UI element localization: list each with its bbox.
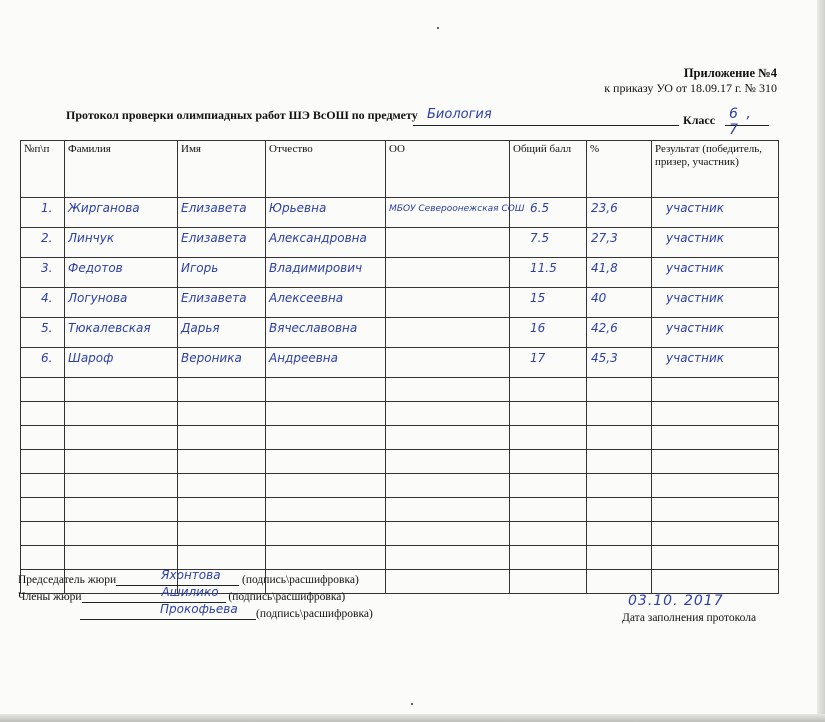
empty-cell	[178, 498, 266, 522]
table-row	[21, 348, 779, 378]
cell-patronymic: Александровна	[266, 228, 386, 258]
empty-cell	[652, 426, 779, 450]
cell-name: Игорь	[178, 258, 266, 288]
empty-cell	[652, 378, 779, 402]
empty-table-row	[21, 378, 779, 402]
empty-cell	[65, 546, 178, 570]
cell-number: 2.	[21, 228, 65, 258]
cell-school	[386, 318, 510, 348]
cell-percent: 45,3	[587, 348, 652, 378]
cell-name: Елизавета	[178, 198, 266, 228]
empty-cell	[21, 498, 65, 522]
empty-cell	[65, 498, 178, 522]
cell-school	[386, 348, 510, 378]
empty-cell	[21, 378, 65, 402]
empty-cell	[266, 498, 386, 522]
empty-cell	[266, 402, 386, 426]
col-header-name: Имя	[178, 141, 266, 198]
chair-label: Председатель жюри	[18, 574, 117, 586]
empty-cell	[510, 450, 587, 474]
cell-name: Дарья	[178, 318, 266, 348]
empty-cell	[65, 426, 178, 450]
empty-cell	[266, 546, 386, 570]
cell-percent: 42,6	[587, 318, 652, 348]
fill-date-value: 03.10. 2017	[628, 593, 724, 609]
empty-cell	[21, 426, 65, 450]
cell-score: 15	[510, 288, 587, 318]
cell-number: 6.	[21, 348, 65, 378]
empty-cell	[587, 450, 652, 474]
empty-cell	[510, 378, 587, 402]
empty-cell	[652, 570, 779, 594]
empty-cell	[386, 378, 510, 402]
col-header-percent: %	[587, 141, 652, 198]
empty-cell	[21, 522, 65, 546]
empty-cell	[178, 378, 266, 402]
results-table	[20, 140, 779, 594]
cell-school	[386, 258, 510, 288]
empty-cell	[652, 474, 779, 498]
empty-cell	[65, 402, 178, 426]
empty-cell	[652, 522, 779, 546]
cell-school	[386, 228, 510, 258]
empty-cell	[21, 402, 65, 426]
cell-result: участник	[652, 258, 779, 288]
empty-table-row	[21, 474, 779, 498]
empty-cell	[21, 474, 65, 498]
empty-cell	[21, 546, 65, 570]
table-row	[21, 258, 779, 288]
empty-cell	[510, 570, 587, 594]
subject-value: Биология	[427, 107, 492, 122]
speck	[437, 27, 439, 29]
cell-result: участник	[652, 318, 779, 348]
cell-result: участник	[652, 228, 779, 258]
protocol-title: Протокол проверки олимпиадных работ ШЭ ВсОШ по предмету	[66, 108, 418, 122]
chair-caption: (подпись\расшифровка)	[242, 574, 359, 586]
empty-cell	[386, 546, 510, 570]
empty-table-row	[21, 426, 779, 450]
empty-cell	[587, 378, 652, 402]
empty-cell	[178, 450, 266, 474]
empty-cell	[266, 522, 386, 546]
member2-name: Прокофьева	[160, 602, 238, 616]
empty-cell	[652, 450, 779, 474]
empty-cell	[587, 522, 652, 546]
cell-school: МБОУ Североонежская СОШ	[386, 198, 510, 228]
class-value: 6 , 7	[729, 106, 753, 138]
cell-percent: 23,6	[587, 198, 652, 228]
subject-field	[413, 107, 679, 126]
empty-cell	[178, 522, 266, 546]
cell-percent: 41,8	[587, 258, 652, 288]
empty-cell	[510, 402, 587, 426]
cell-patronymic: Вячеславовна	[266, 318, 386, 348]
table-row	[21, 198, 779, 228]
empty-cell	[386, 522, 510, 546]
cell-result: участник	[652, 198, 779, 228]
empty-cell	[386, 570, 510, 594]
empty-cell	[510, 522, 587, 546]
cell-result: участник	[652, 288, 779, 318]
member2-signature-line	[80, 602, 256, 620]
cell-surname: Логунова	[65, 288, 178, 318]
empty-cell	[587, 402, 652, 426]
page-edge-bottom	[0, 714, 825, 722]
member2-caption: (подпись\расшифровка)	[256, 608, 373, 620]
cell-patronymic: Андреевна	[266, 348, 386, 378]
empty-cell	[510, 474, 587, 498]
empty-cell	[21, 450, 65, 474]
table-header-row	[21, 141, 779, 198]
cell-surname: Тюкалевская	[65, 318, 178, 348]
empty-cell	[510, 426, 587, 450]
members-label: Члены жюри	[18, 591, 82, 603]
cell-number: 3.	[21, 258, 65, 288]
empty-cell	[178, 546, 266, 570]
class-label: Класс	[683, 113, 716, 127]
cell-score: 7.5	[510, 228, 587, 258]
empty-cell	[587, 546, 652, 570]
empty-cell	[266, 378, 386, 402]
cell-name: Елизавета	[178, 228, 266, 258]
empty-cell	[386, 426, 510, 450]
empty-table-row	[21, 546, 779, 570]
empty-cell	[65, 450, 178, 474]
cell-school	[386, 288, 510, 318]
cell-score: 17	[510, 348, 587, 378]
empty-cell	[386, 474, 510, 498]
empty-cell	[178, 426, 266, 450]
table-row	[21, 318, 779, 348]
appendix-order: к приказу УО от 18.09.17 г. № 310	[604, 81, 777, 95]
empty-cell	[386, 498, 510, 522]
fill-date-label: Дата заполнения протокола	[622, 612, 757, 624]
cell-score: 11.5	[510, 258, 587, 288]
empty-cell	[65, 474, 178, 498]
empty-cell	[510, 498, 587, 522]
cell-percent: 27,3	[587, 228, 652, 258]
empty-cell	[652, 546, 779, 570]
empty-cell	[587, 498, 652, 522]
empty-cell	[652, 402, 779, 426]
member2-signature	[80, 602, 373, 620]
col-header-surname: Фамилия	[65, 141, 178, 198]
member1-name: Ашилико	[161, 585, 219, 599]
cell-patronymic: Владимирович	[266, 258, 386, 288]
cell-number: 1.	[21, 198, 65, 228]
col-header-patronymic: Отчество	[266, 141, 386, 198]
table-row	[21, 228, 779, 258]
col-header-score: Общий балл	[510, 141, 587, 198]
appendix-header	[604, 66, 777, 96]
table-row	[21, 288, 779, 318]
chair-name: Яхонтова	[161, 568, 221, 582]
cell-percent: 40	[587, 288, 652, 318]
cell-number: 5.	[21, 318, 65, 348]
col-header-number: №п\п	[21, 141, 65, 198]
empty-cell	[65, 378, 178, 402]
cell-name: Елизавета	[178, 288, 266, 318]
empty-cell	[587, 474, 652, 498]
empty-cell	[266, 426, 386, 450]
cell-score: 16	[510, 318, 587, 348]
cell-surname: Шароф	[65, 348, 178, 378]
cell-patronymic: Юрьевна	[266, 198, 386, 228]
appendix-title: Приложение №4	[683, 66, 777, 80]
col-header-result: Результат (победитель, призер, участник)	[652, 141, 779, 198]
class-field	[725, 106, 769, 138]
table-body	[21, 198, 779, 594]
cell-number: 4.	[21, 288, 65, 318]
empty-cell	[386, 450, 510, 474]
member1-caption: (подпись\расшифровка)	[228, 591, 346, 603]
empty-cell	[386, 402, 510, 426]
empty-cell	[587, 426, 652, 450]
col-header-school: ОО	[386, 141, 510, 198]
cell-patronymic: Алексеевна	[266, 288, 386, 318]
empty-cell	[178, 402, 266, 426]
empty-cell	[587, 570, 652, 594]
empty-table-row	[21, 450, 779, 474]
empty-table-row	[21, 402, 779, 426]
empty-cell	[510, 546, 587, 570]
empty-table-row	[21, 498, 779, 522]
cell-surname: Линчук	[65, 228, 178, 258]
empty-cell	[178, 474, 266, 498]
empty-cell	[266, 450, 386, 474]
cell-surname: Федотов	[65, 258, 178, 288]
empty-cell	[65, 522, 178, 546]
empty-cell	[652, 498, 779, 522]
empty-cell	[266, 474, 386, 498]
speck	[411, 703, 413, 705]
cell-score: 6.5	[510, 198, 587, 228]
cell-surname: Жирганова	[65, 198, 178, 228]
empty-table-row	[21, 522, 779, 546]
page-edge-right	[817, 0, 825, 722]
cell-name: Вероника	[178, 348, 266, 378]
cell-result: участник	[652, 348, 779, 378]
